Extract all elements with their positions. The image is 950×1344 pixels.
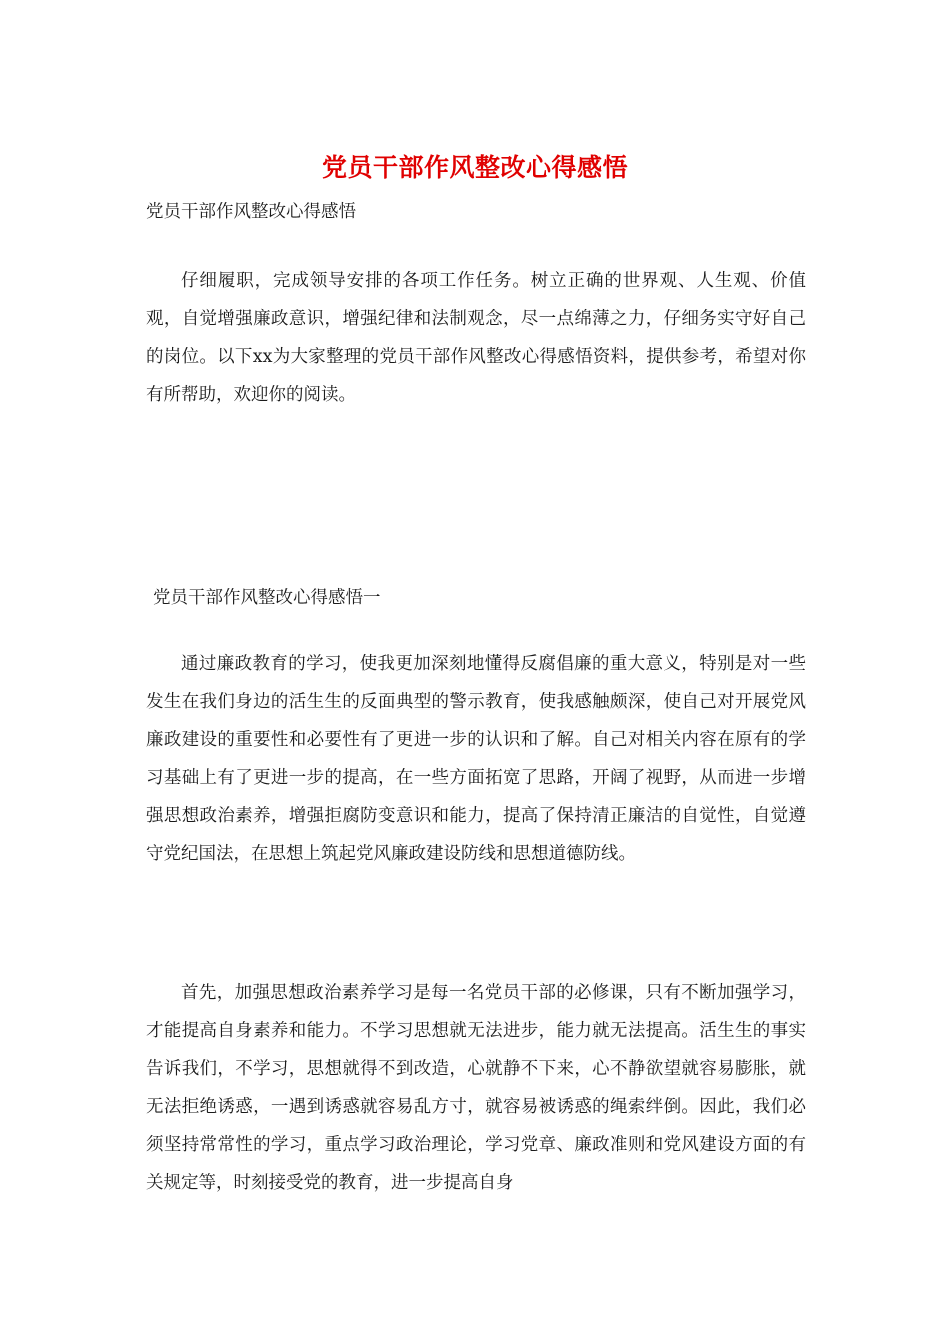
body-paragraph-one: 通过廉政教育的学习，使我更加深刻地懂得反腐倡廉的重大意义，特别是对一些发生在我们身边的活生生的反面典型的警示教育，使我感触颇深，使自己对开展党风廉政建设的重要性和必要性有了更进一步的认识和了解。自己对相关内容在原有的学习基础上有了更进一步的提高，在一些方面拓宽了思路，开阔了视野，从而进一步增强思想政治素养，增强拒腐防变意识和能力，提高了保持清正廉洁的自觉性，自觉遵守党纪国法，在思想上筑起党风廉政建设防线和思想道德防线。 — [146, 654, 806, 864]
intro-paragraph: 仔细履职，完成领导安排的各项工作任务。树立正确的世界观、人生观、价值观，自觉增强廉政意识，增强纪律和法制观念，尽一点绵薄之力，仔细务实守好自己的岗位。以下xx为大家整理的党员干部作风整改心得感悟资料，提供参考，希望对你有所帮助，欢迎你的阅读。 — [146, 271, 806, 405]
body-paragraph-two: 首先，加强思想政治素养学习是每一名党员干部的必修课，只有不断加强学习，才能提高自身素养和能力。不学习思想就无法进步，能力就无法提高。活生生的事实告诉我们，不学习，思想就得不到改造，心就静不下来，心不静欲望就容易膨胀，就无法拒绝诱惑，一遇到诱惑就容易乱方寸，就容易被诱惑的绳索绊倒。因此，我们必须坚持常常性的学习，重点学习政治理论，学习党章、廉政准则和党风建设方面的有关规定等，时刻接受党的教育，进一步提高自身 — [146, 983, 806, 1193]
document-title: 党员干部作风整改心得感悟 — [321, 153, 628, 182]
section-heading: 党员干部作风整改心得感悟一 — [153, 588, 381, 608]
document-subtitle: 党员干部作风整改心得感悟 — [146, 202, 356, 222]
